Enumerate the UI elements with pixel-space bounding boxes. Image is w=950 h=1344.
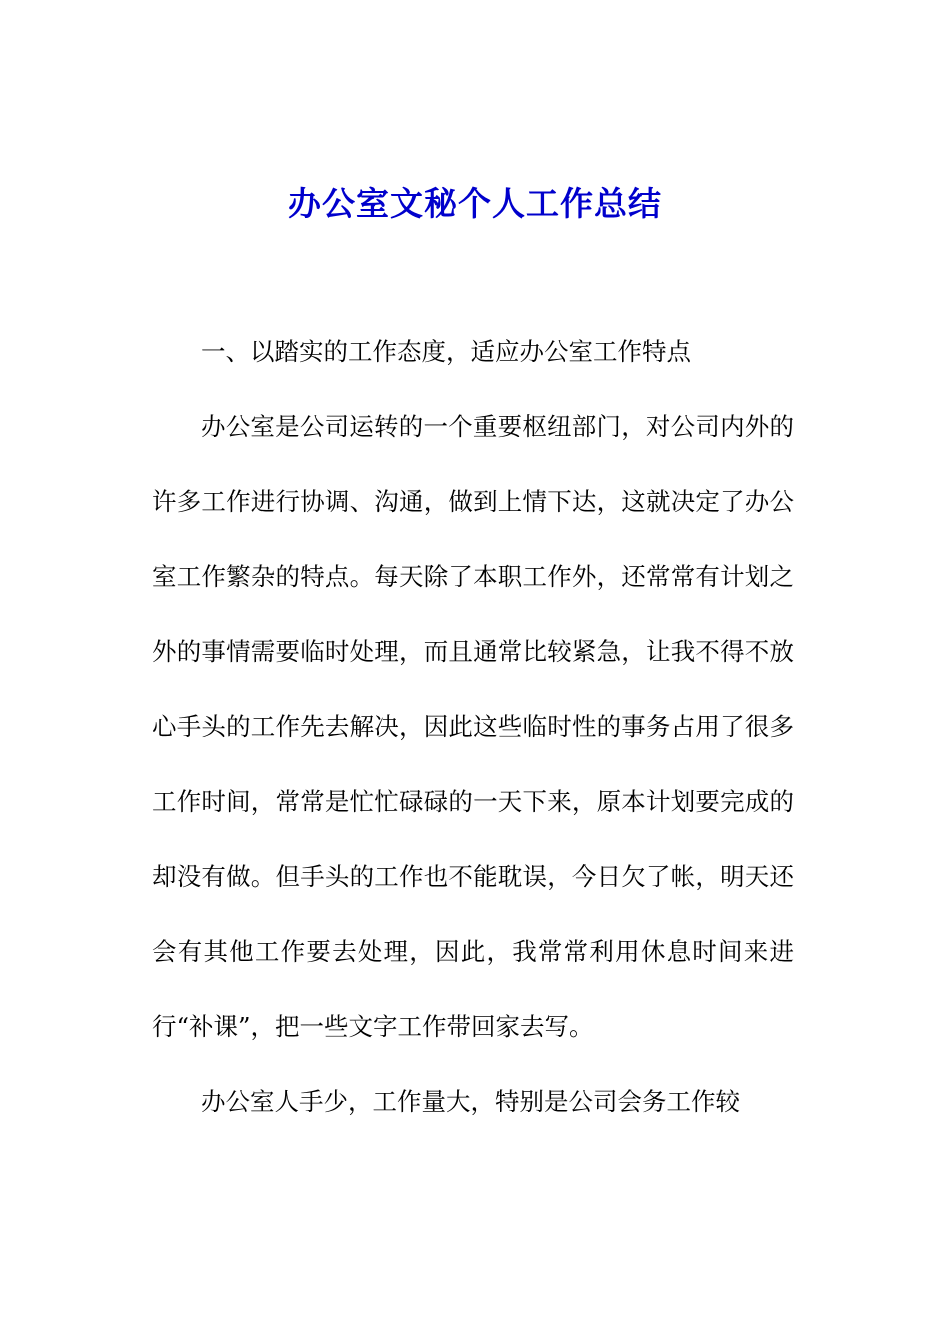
document-body (152, 314, 794, 1139)
body-paragraph: 办公室人手少，工作量大，特别是公司会务工作较 (201, 1087, 740, 1116)
body-paragraph: 办公室是公司运转的一个重要枢纽部门，对公司内外的许多工作进行协调、沟通，做到上情下达，这就决定了办公室工作繁杂的特点。每天除了本职工作外，还常常有计划之外的事情需要临时处理，而且通常比较紧急，让我不得不放心手头的工作先去解决，因此这些临时性的事务占用了很多工作时间，常常是忙忙碌碌的一天下来，原本计划要完成的却没有做。但手头的工作也不能耽误，今日欠了帐，明天还会有其他工作要去处理，因此，我常常利用休息时间来进行“补课”，把一些文字工作带回家去写。 (152, 412, 794, 1041)
section-heading: 一、以踏实的工作态度，适应办公室工作特点 (201, 337, 691, 366)
document-title: 办公室文秘个人工作总结 (288, 184, 662, 223)
